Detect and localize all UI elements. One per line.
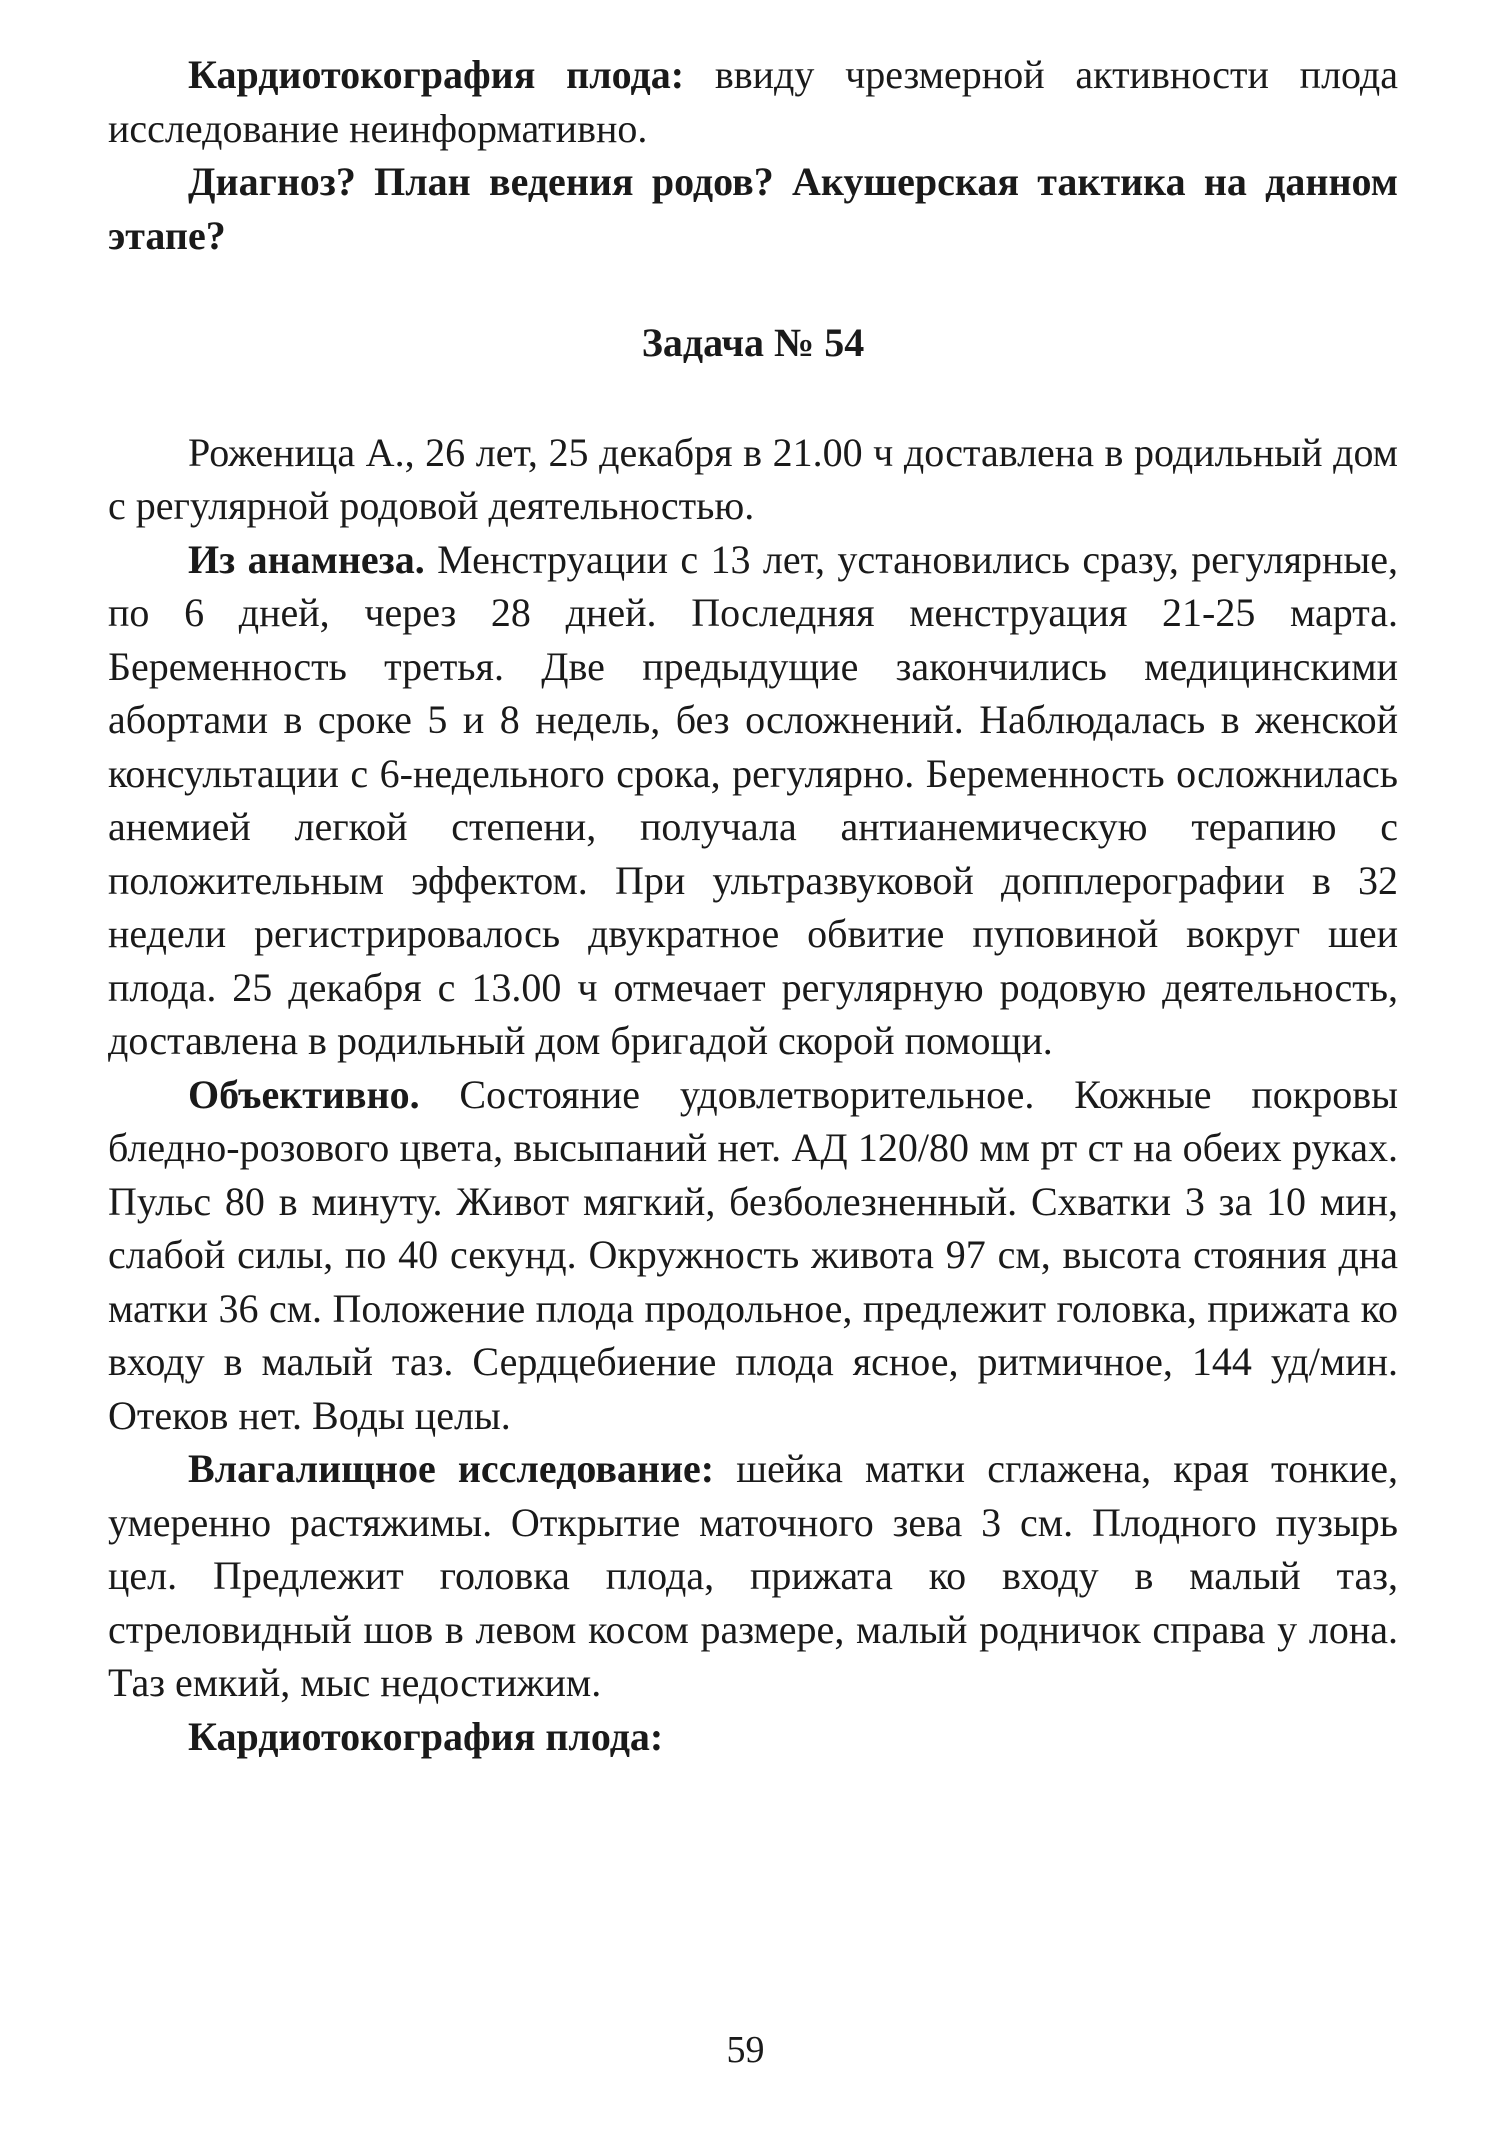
previous-task-questions: Диагноз? План ведения родов? Акушерская тактика на данном этапе? (108, 159, 1398, 258)
previous-ctg-paragraph (108, 48, 1398, 155)
previous-ctg-lead: Кардиотокография плода: (188, 52, 685, 97)
anamnesis-paragraph (108, 533, 1398, 1068)
vaginal-exam-lead: Влагалищное исследование: (188, 1446, 715, 1491)
page-number: 59 (726, 2029, 765, 2071)
anamnesis-text: Менструации с 13 лет, установились сразу, регулярные, по 6 дней, через 28 дней. Последняя менструация 21-25 марта. Беременность третья. Две предыдущие закончились медицинскими абортами в сроке 5 и 8 недель, без осложнений. Наблюдалась в женской консультации с 6-недельного срока, регулярно. Беременность осложнилась анемией легкой степени, получала антианемическую терапию с положительным эффектом. При ультразвуковой допплерографии в 32 недели регистрировалось двукратное обвитие пуповиной вокруг шеи плода. 25 декабря с 13.00 ч отмечает регулярную родовую деятельность, доставлена в родильный дом бригадой скорой помощи. (108, 536, 1398, 1063)
previous-ctg-text: ввиду чрезмерной активности плода исследование неинформативно. (108, 52, 1398, 151)
page-content (108, 48, 1398, 1763)
task-intro-text: Роженица А., 26 лет, 25 декабря в 21.00 ч доставлена в родильный дом с регулярной родовой деятельностью. (108, 429, 1398, 528)
task-heading: Задача № 54 (641, 320, 865, 365)
objective-lead: Объективно. (188, 1071, 420, 1117)
objective-text: Состояние удовлетворительное. Кожные покровы бледно-розового цвета, высыпаний нет. АД 120/80 мм рт ст на обеих руках. Пульс 80 в минуту. Живот мягкий, безболезненный. Схватки 3 за 10 мин, слабой силы, по 40 секунд. Окружность живота 97 см, высота стояния дна матки 36 см. Положение плода продольное, предлежит головка, прижата ко входу в малый таз. Сердцебиение плода ясное, ритмичное, 144 уд/мин. Отеков нет. Воды целы. (108, 1071, 1398, 1438)
ctg-label: Кардиотокография плода: (188, 1713, 664, 1759)
vaginal-exam-text: шейка матки сглажена, края тонкие, умеренно растяжимы. Открытие маточного зева 3 см. Плодного пузырь цел. Предлежит головка плода, прижата ко входу в малый таз, стреловидный шов в левом косом размере, малый родничок справа у лона. Таз емкий, мыс недостижим. (108, 1446, 1398, 1705)
vaginal-exam-paragraph (108, 1442, 1398, 1710)
task-intro-paragraph (108, 426, 1398, 533)
objective-paragraph (108, 1068, 1398, 1443)
anamnesis-lead: Из анамнеза. (188, 536, 425, 582)
